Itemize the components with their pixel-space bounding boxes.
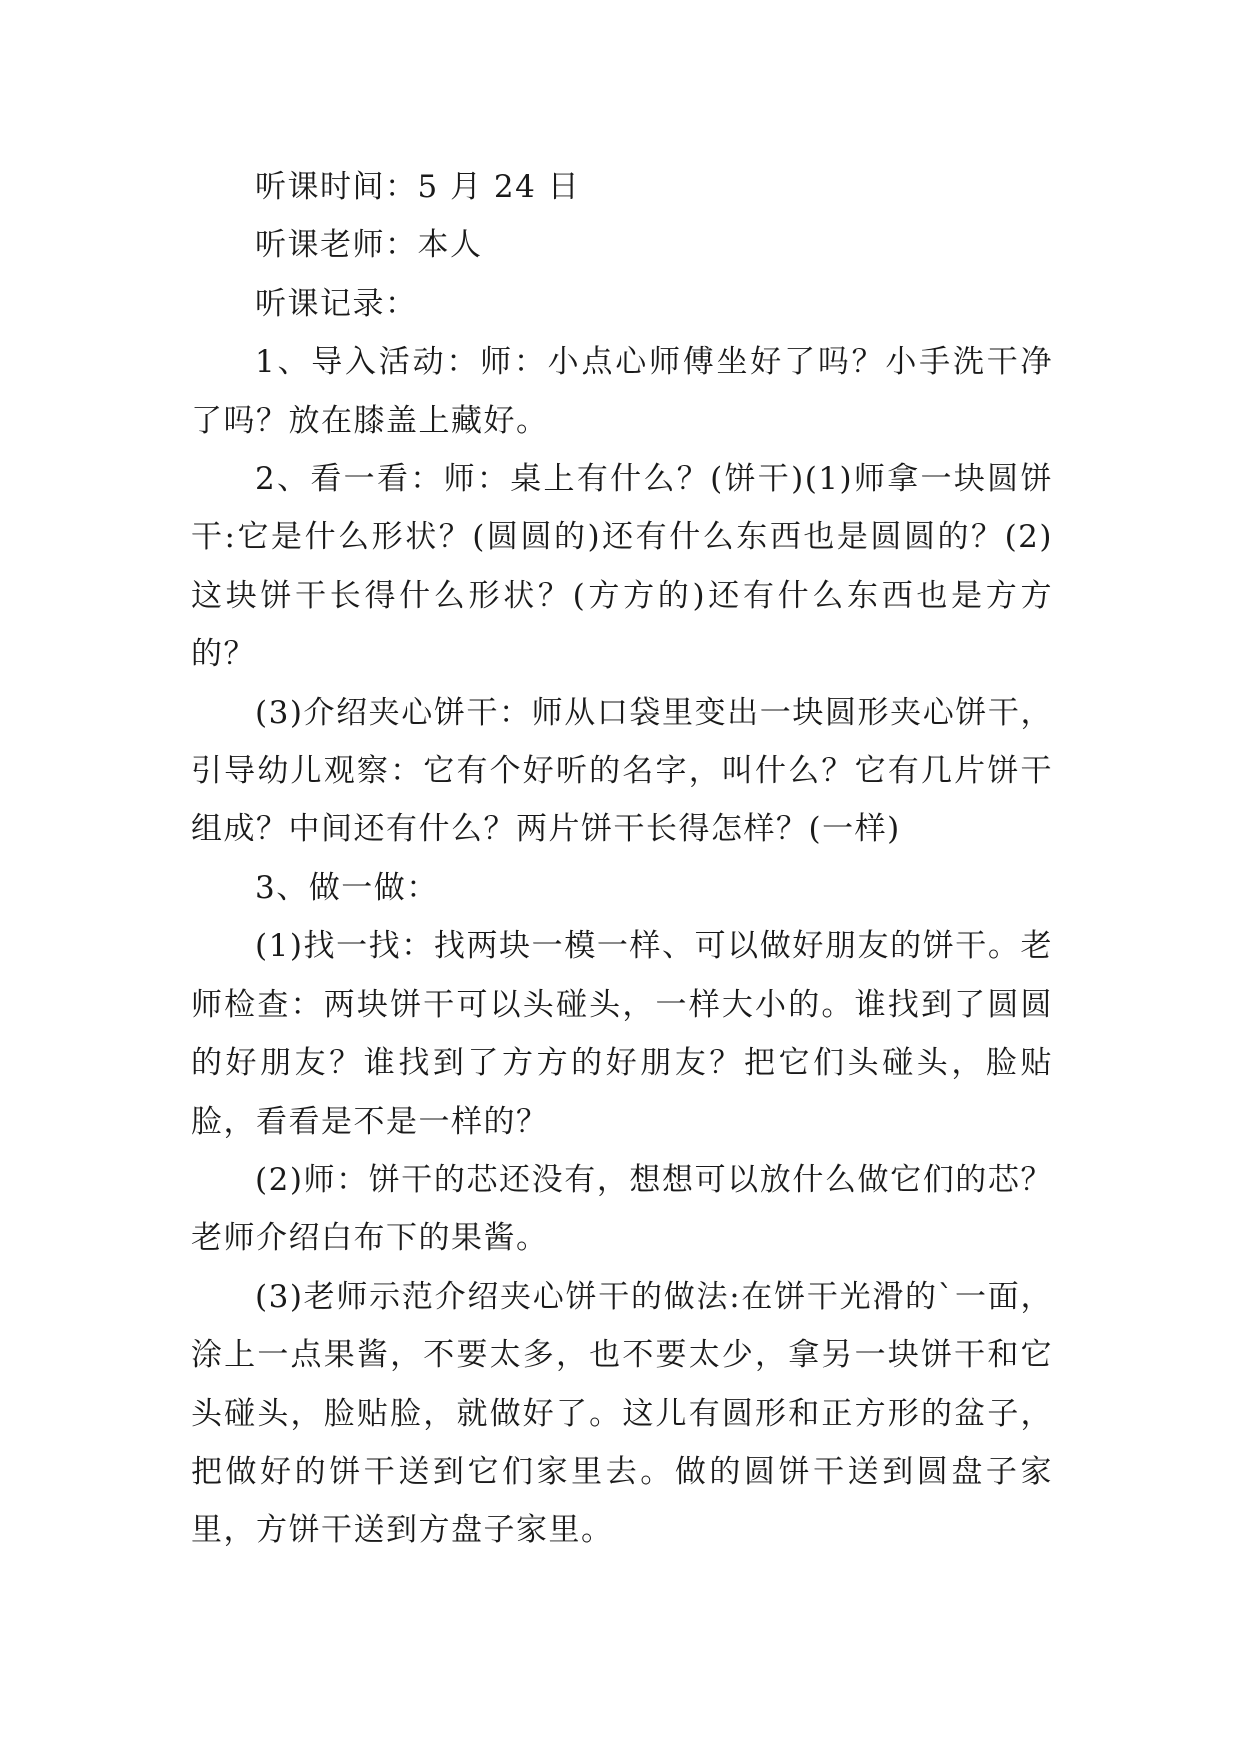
paragraph-intro-activity: 1、导入活动：师：小点心师傅坐好了吗？小手洗干净了吗？放在膝盖上藏好。 <box>191 344 1053 439</box>
lecture-record-heading: 听课记录： <box>255 285 418 322</box>
lecture-teacher-line: 听课老师：本人 <box>255 227 483 264</box>
paragraph-find: (1)找一找：找两块一模一样、可以做好朋友的饼干。老师检查：两块饼干可以头碰头，一样大小的。谁找到了圆圆的好朋友？谁找到了方方的好朋友？把它们头碰头，脸贴脸，看看是不是一样的？ <box>191 928 1053 1140</box>
paragraph-sandwich-biscuit: (3)介绍夹心饼干：师从口袋里变出一块圆形夹心饼干，引导幼儿观察：它有个好听的名字，叫什么？它有几片饼干组成？中间还有什么？两片饼干长得怎样？(一样) <box>191 694 1053 848</box>
document-body <box>191 158 1053 1560</box>
paragraph-look: 2、看一看：师：桌上有什么？(饼干)(1)师拿一块圆饼干:它是什么形状？(圆圆的)还有什么东西也是圆圆的？(2)这块饼干长得什么形状？(方方的)还有什么东西也是方方的？ <box>191 461 1053 673</box>
paragraph-demonstration: (3)老师示范介绍夹心饼干的做法:在饼干光滑的`一面，涂上一点果酱，不要太多，也不要太少，拿另一块饼干和它头碰头，脸贴脸，就做好了。这儿有圆形和正方形的盆子，把做好的饼干送到它们家里去。做的圆饼干送到圆盘子家里，方饼干送到方盘子家里。 <box>191 1278 1053 1549</box>
paragraph-filling: (2)师：饼干的芯还没有，想想可以放什么做它们的芯？老师介绍白布下的果酱。 <box>191 1161 1053 1257</box>
paragraph-do-heading: 3、做一做： <box>255 869 439 906</box>
lecture-time-line: 听课时间：5 月 24 日 <box>255 169 581 205</box>
